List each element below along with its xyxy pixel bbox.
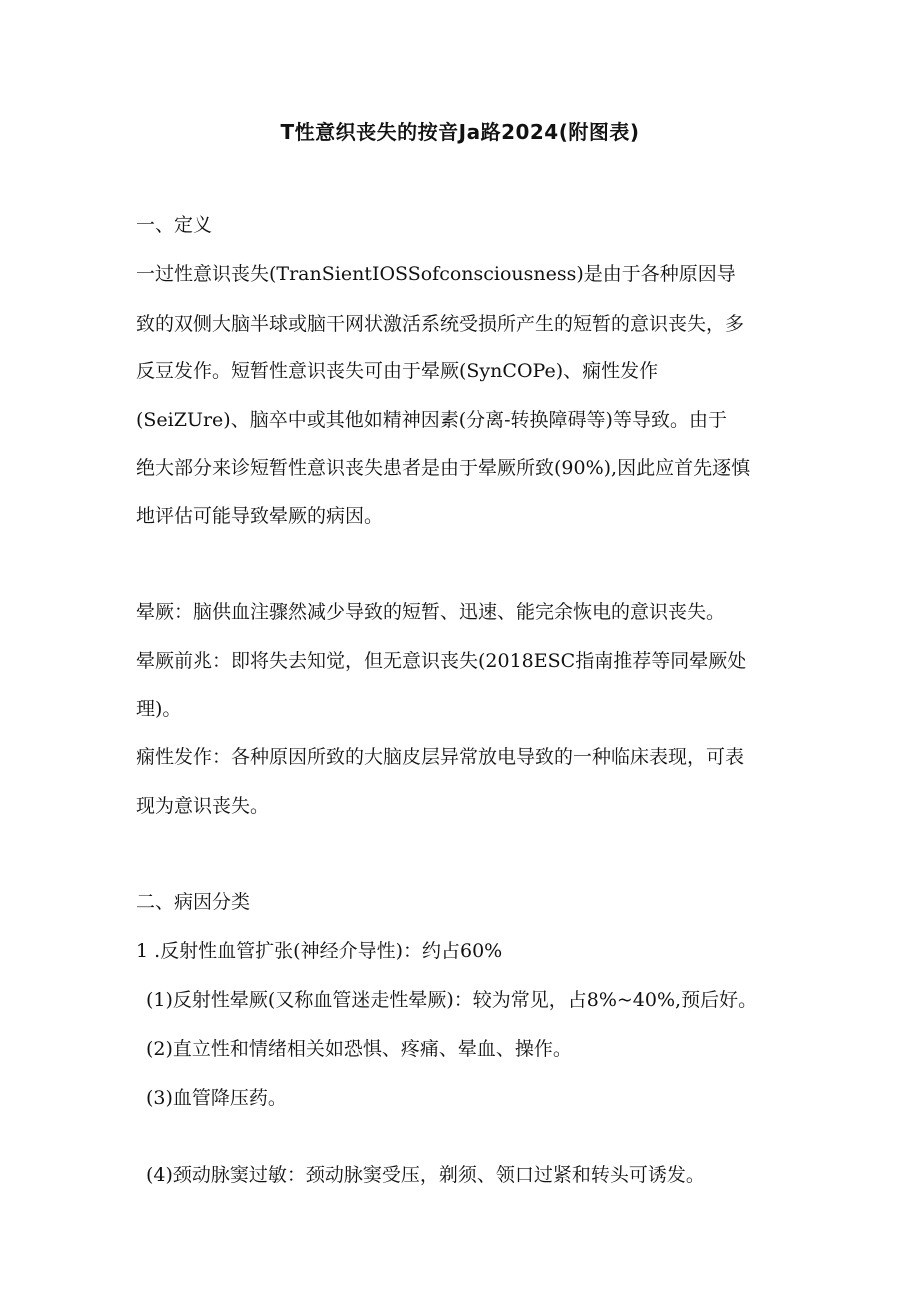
section-heading-definition: 一、定义 [136, 214, 213, 236]
subitem-1: (1)反射性晕厥(又称血管迷走性晕厥)：较为常见，占8%~40%,预后好。 [146, 989, 758, 1011]
subitem-4: (4)颈动脉窦过敏：颈动脉窦受压，剃须、领口过紧和转头可诱发。 [146, 1164, 705, 1186]
definition-syncope: 晕厥：脑供血注骤然减少导致的短暂、迅速、能完余恢电的意识丧失。 [136, 601, 726, 623]
paragraph-line: 地评估可能导致晕厥的病因。 [136, 505, 384, 527]
paragraph-line: 反豆发作。短暂性意识丧失可由于晕厥(SynCOPe)、痫性发作 [136, 360, 659, 382]
section-heading-etiology: 二、病因分类 [136, 891, 251, 913]
subitem-2: (2)直立性和情绪相关如恐惧、疼痛、晕血、操作。 [146, 1038, 572, 1060]
subitem-3: (3)血管降压药。 [146, 1087, 287, 1109]
paragraph-line: 一过性意识丧失(TranSientIOSSofconsciousness)是由于各种原因导 [136, 263, 736, 285]
definition-seizure-cont: 现为意识丧失。 [136, 795, 270, 817]
definition-presyncope: 晕厥前兆：即将失去知觉，但无意识丧失(2018ESC指南推荐等同晕厥处 [136, 650, 747, 672]
document-title: T性意织丧失的按音Ja路2024(附图表) [280, 120, 640, 144]
definition-seizure: 痫性发作：各种原因所致的大脑皮层异常放电导致的一种临床表现，可表 [136, 746, 745, 768]
paragraph-line: (SeiZUre)、脑卒中或其他如精神因素(分离-转换障碍等)等导致。由于 [136, 409, 727, 431]
paragraph-line: 绝大部分来诊短暂性意识丧失患者是由于晕厥所致(90%),因此应首先逐慎 [136, 457, 751, 479]
paragraph-line: 致的双侧大脑半球或脑干网状激活系统受损所产生的短暂的意识丧失，多 [136, 313, 745, 335]
definition-presyncope-cont: 理)。 [136, 698, 182, 720]
etiology-item-1: 1 .反射性血管扩张(神经介导性)：约占60% [136, 940, 503, 962]
